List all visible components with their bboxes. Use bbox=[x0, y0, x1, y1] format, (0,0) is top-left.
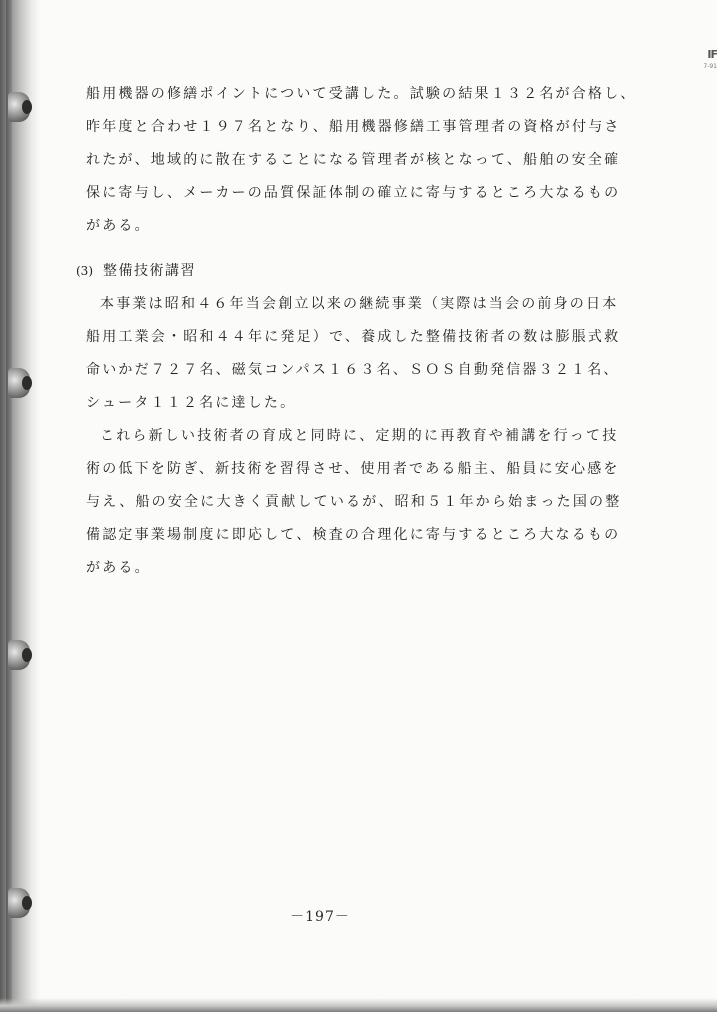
section-heading bbox=[76, 255, 606, 288]
text-line: これら新しい技術者の育成と同時に、定期的に再教育や補講を行って技 bbox=[100, 428, 619, 444]
paragraph-3 bbox=[86, 420, 622, 585]
text-line: がある。 bbox=[86, 218, 151, 234]
page-number: －197－ bbox=[290, 909, 350, 925]
binder-hole bbox=[22, 648, 32, 662]
text-line: 昨年度と合わせ１９７名となり、船用機器修繕工事管理者の資格が付与さ bbox=[86, 119, 621, 135]
text-line: がある。 bbox=[86, 560, 151, 576]
text-line: 命いかだ７２７名、磁気コンパス１６３名、ＳＯＳ自動発信器３２１名、 bbox=[86, 362, 620, 378]
text-line: 本事業は昭和４６年当会創立以来の継続事業（実際は当会の前身の日本 bbox=[100, 296, 619, 312]
binder-hole bbox=[22, 376, 32, 390]
binder-hole bbox=[22, 100, 32, 114]
paragraph-gap bbox=[86, 243, 606, 255]
section-title: 整備技術講習 bbox=[103, 263, 196, 279]
text-line: 備認定事業場制度に即応して、検査の合理化に寄与するところ大なるもの bbox=[86, 527, 621, 543]
text-line: 与え、船の安全に大きく貢献しているが、昭和５１年から始まった国の整 bbox=[86, 494, 622, 510]
edge-mark-subtext: 7-91 bbox=[703, 63, 717, 70]
binding-strip bbox=[6, 0, 12, 1012]
paragraph-2 bbox=[86, 288, 621, 420]
edge-mark-text: IF bbox=[707, 48, 717, 61]
text-line: 術の低下を防ぎ、新技術を習得させ、使用者である船主、船員に安心感を bbox=[86, 461, 620, 477]
document-body bbox=[76, 78, 637, 585]
text-line: 保に寄与し、メーカーの品質保証体制の確立に寄与するところ大なるもの bbox=[86, 185, 621, 201]
paragraph-1 bbox=[86, 78, 637, 243]
text-line: 船用工業会・昭和４４年に発足）で、養成した整備技術者の数は膨脹式救 bbox=[86, 329, 621, 345]
text-line: 船用機器の修繕ポイントについて受講した。試験の結果１３２名が合格し、 bbox=[86, 86, 637, 102]
edge-mark bbox=[697, 40, 717, 86]
text-line: シュータ１１２名に達した。 bbox=[86, 395, 297, 411]
text-line: れたが、地域的に散在することになる管理者が核となって、船舶の安全確 bbox=[86, 152, 621, 168]
bottom-edge-shadow bbox=[0, 998, 717, 1012]
section-number: (3) bbox=[76, 264, 93, 278]
